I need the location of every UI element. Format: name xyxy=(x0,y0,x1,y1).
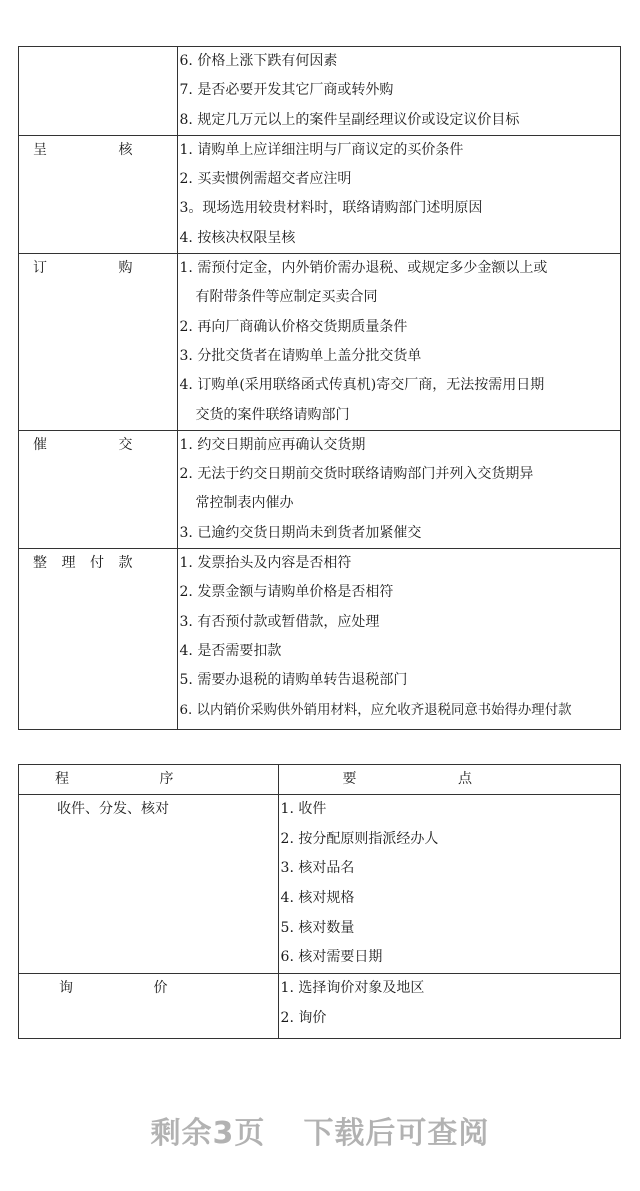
point-line: 4. 订购单(采用联络函式传真机)寄交厂商，无法按需用日期 xyxy=(179,377,545,394)
download-watermark xyxy=(0,1108,640,1152)
section-title-order: 订 购 xyxy=(33,260,133,277)
section-title-expedite: 催 交 xyxy=(33,436,133,453)
table-row xyxy=(19,974,621,1038)
point-line: 3。现场选用较贵材料时，联络请购部门述明原因 xyxy=(179,200,483,217)
point-line: 6. 以内销价采购供外销用材料，应允收齐退税同意书始得办理付款 xyxy=(179,702,572,718)
point-line-continuation: 常控制表内催办 xyxy=(195,495,294,512)
section-points-cell xyxy=(177,135,620,253)
section-title-cell xyxy=(19,549,178,730)
points-cell xyxy=(278,795,620,974)
points-cell xyxy=(278,974,620,1038)
point-line: 5. 需要办退税的请购单转告退税部门 xyxy=(179,672,408,689)
table-row xyxy=(19,135,621,253)
table-row xyxy=(19,430,621,548)
section-title-cell xyxy=(19,430,178,548)
procedure-name-inquiry: 询 价 xyxy=(59,980,168,997)
procedure-cell xyxy=(19,974,279,1038)
header-points: 要 点 xyxy=(342,771,472,787)
table-header-row xyxy=(19,765,621,795)
section-points-cell xyxy=(177,254,620,431)
point-line-continuation: 交货的案件联络请购部门 xyxy=(195,406,350,423)
section-title-cell xyxy=(19,135,178,253)
point-line: 1. 发票抬头及内容是否相符 xyxy=(179,555,352,572)
section-title-cell xyxy=(19,47,178,136)
point-line: 2. 询价 xyxy=(280,1009,327,1026)
section-points-cell xyxy=(177,430,620,548)
point-line: 5. 核对数量 xyxy=(280,919,355,936)
section-title-payment: 整 理 付 款 xyxy=(33,555,133,572)
procedure-cell xyxy=(19,795,279,974)
table-row xyxy=(19,254,621,431)
header-procedure-cell xyxy=(19,765,279,795)
point-line: 3. 核对品名 xyxy=(280,860,355,877)
download-hint-text: 下载后可查阅 xyxy=(303,1116,490,1151)
point-line: 4. 按核决权限呈核 xyxy=(179,229,296,246)
point-line-continuation: 有附带条件等应制定买卖合同 xyxy=(195,289,378,306)
section-points-cell xyxy=(177,47,620,136)
table-row xyxy=(19,47,621,136)
point-line: 2. 按分配原则指派经办人 xyxy=(280,830,439,847)
section-points-cell xyxy=(177,549,620,730)
point-line: 8. 规定几万元以上的案件呈副经理议价或设定议价目标 xyxy=(179,111,520,128)
table-row xyxy=(19,549,621,730)
point-line: 3. 有否预付款或暂借款，应处理 xyxy=(179,613,380,630)
header-points-cell xyxy=(278,765,620,795)
point-line: 6. 价格上涨下跌有何因素 xyxy=(179,53,338,69)
point-line: 2. 发票金额与请购单价格是否相符 xyxy=(179,584,394,601)
point-line: 7. 是否必要开发其它厂商或转外购 xyxy=(179,82,394,99)
point-line: 4. 核对规格 xyxy=(280,890,355,907)
point-line: 6. 核对需要日期 xyxy=(280,949,383,966)
table-row xyxy=(19,795,621,974)
point-line: 2. 再向厂商确认价格交货期质量条件 xyxy=(179,318,408,335)
point-line: 1. 收件 xyxy=(280,801,327,817)
point-line: 1. 请购单上应详细注明与厂商议定的买价条件 xyxy=(179,141,464,158)
section-title-approve: 呈 核 xyxy=(33,141,133,158)
point-line: 1. 选择询价对象及地区 xyxy=(280,980,425,997)
point-line: 3. 已逾约交货日期尚未到货者加紧催交 xyxy=(179,524,422,541)
point-line: 2. 买卖惯例需超交者应注明 xyxy=(179,171,352,188)
procedure-name: 收件、分发、核对 xyxy=(57,801,169,817)
point-line: 1. 约交日期前应再确认交货期 xyxy=(179,436,366,453)
section-title-cell xyxy=(19,254,178,431)
point-line: 1. 需预付定金，内外销价需办退税、或规定多少金额以上或 xyxy=(179,260,548,277)
header-procedure: 程 序 xyxy=(55,771,174,787)
procurement-table-continued xyxy=(18,46,621,730)
procedure-table xyxy=(18,764,621,1039)
point-line: 3. 分批交货者在请购单上盖分批交货单 xyxy=(179,347,422,364)
point-line: 2. 无法于约交日期前交货时联络请购部门并列入交货期异 xyxy=(179,466,534,483)
point-line: 4. 是否需要扣款 xyxy=(179,642,282,659)
remaining-pages-text: 剩余3页 xyxy=(150,1116,266,1151)
